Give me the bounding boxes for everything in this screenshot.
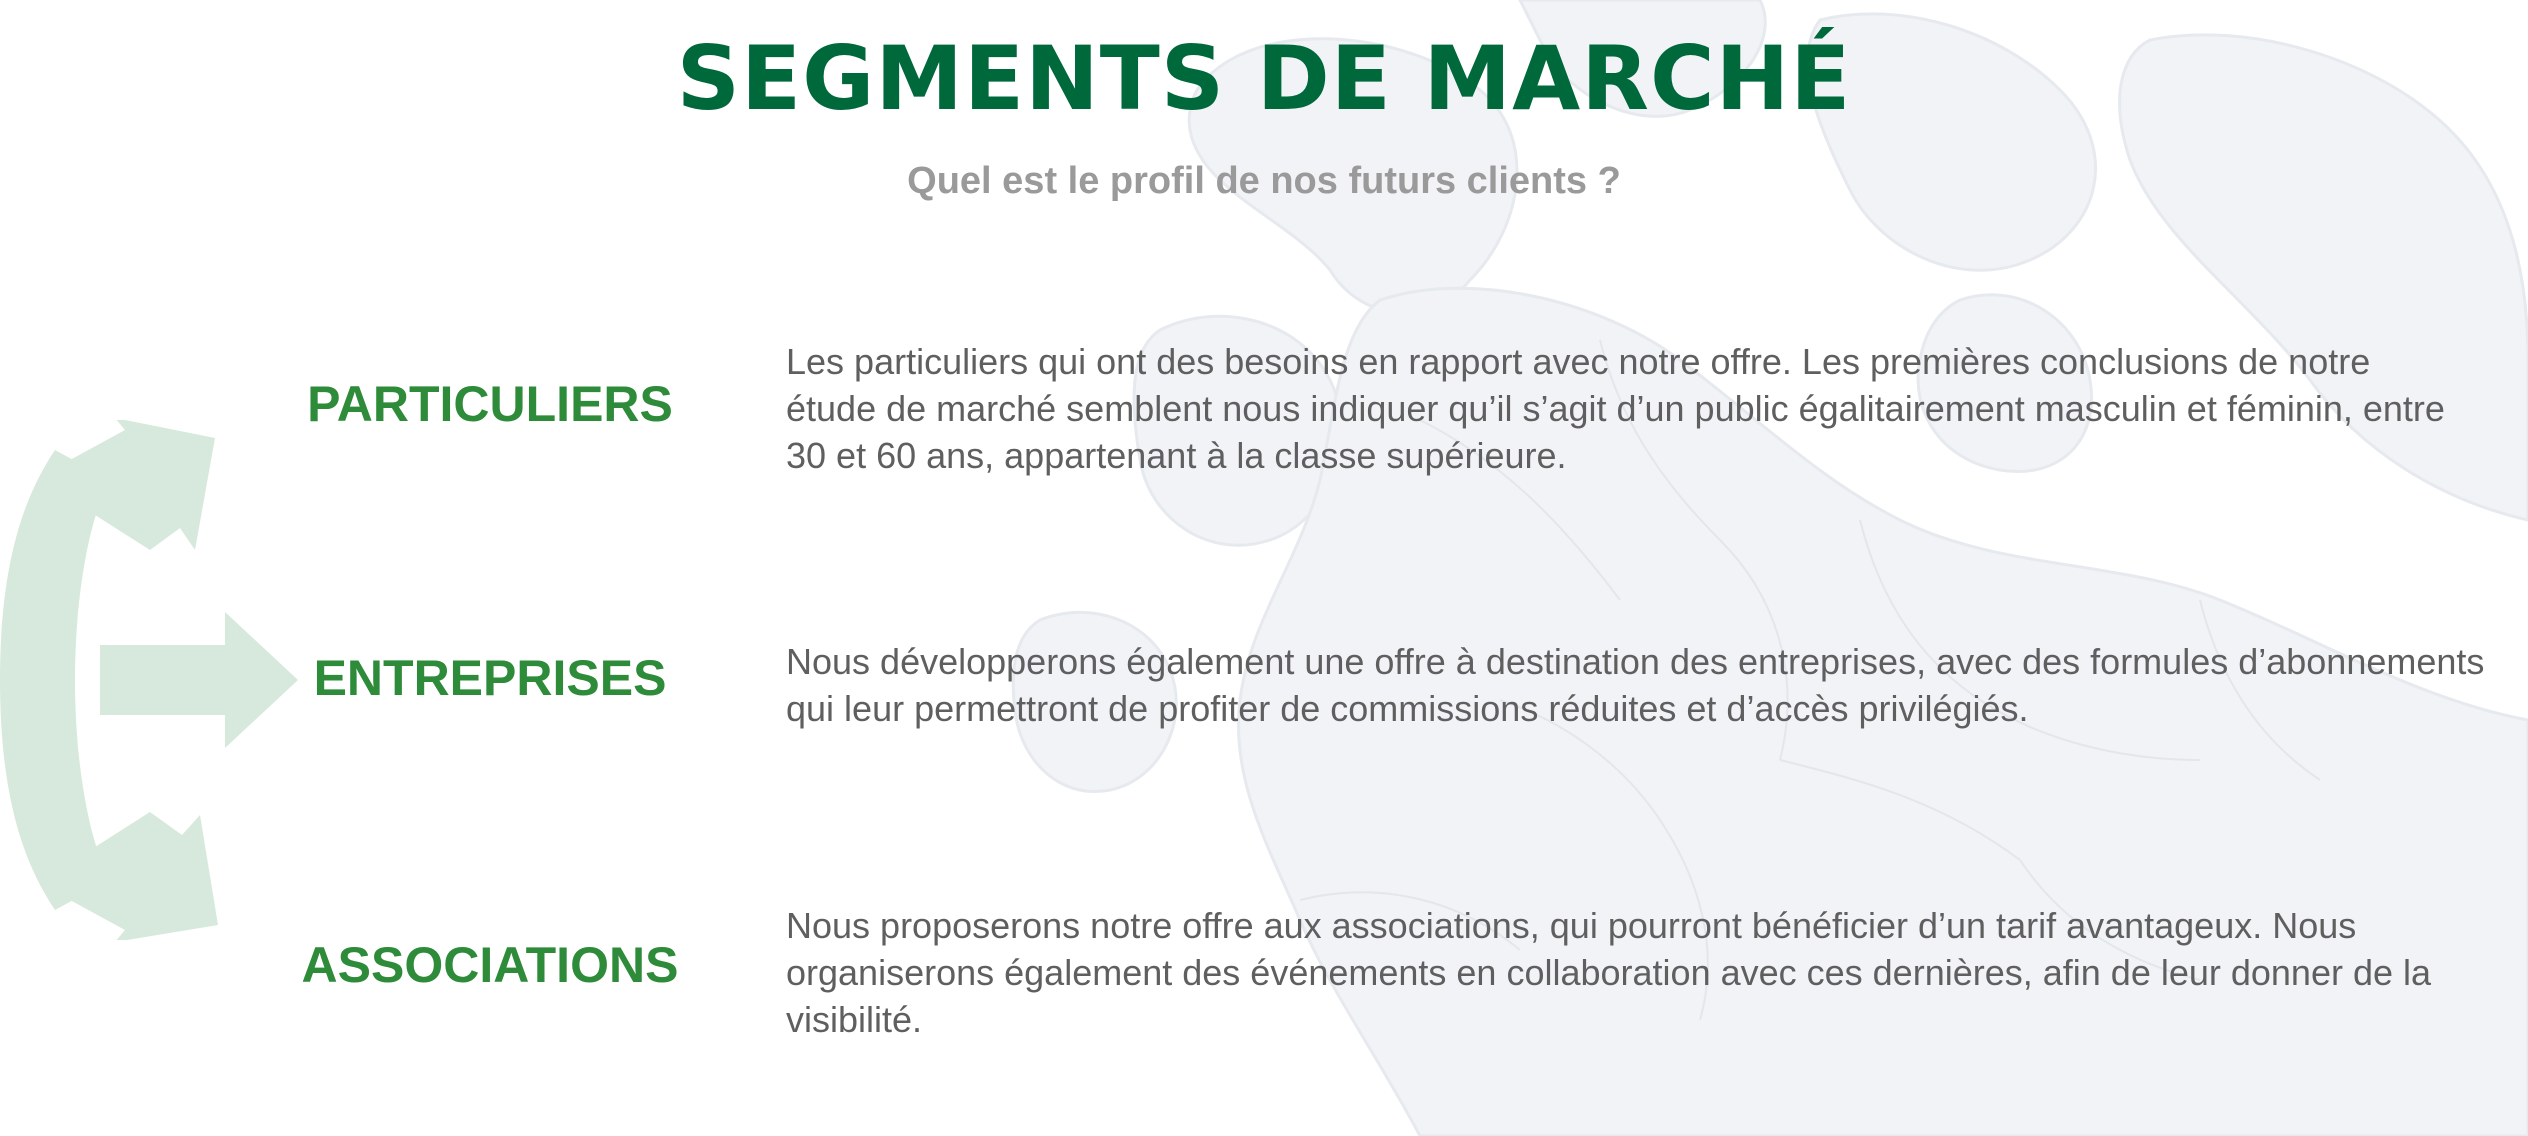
- segment-description-entreprises: Nous développerons également une offre à destination des entreprises, avec des formules d’abonnements qui leur permettront de profiter de commissions réduites et d’accès privilégiés.: [786, 641, 2485, 729]
- segment-description-associations: Nous proposerons notre offre aux associations, qui pourront bénéficier d’un tarif avantageux. Nous organiserons également des événements en collaboration avec ces dernières, afin de leur donner de la visibilité.: [786, 905, 2432, 1040]
- page-subtitle: Quel est le profil de nos futurs clients ?: [907, 160, 1621, 202]
- page-title: SEGMENTS DE MARCHÉ: [676, 27, 1852, 130]
- segment-description-particuliers: Les particuliers qui ont des besoins en rapport avec notre offre. Les premières conclusions de notre étude de marché semblent nous indiquer qu’il s’agit d’un public égalitairement masculin et féminin, entre 30 et 60 ans, appartenant à la classe supérieure.: [786, 341, 2445, 476]
- segment-label-associations: ASSOCIATIONS: [301, 937, 679, 993]
- segment-label-entreprises: ENTREPRISES: [313, 650, 667, 706]
- gear-arrows-icon: [0, 420, 320, 940]
- segment-label-particuliers: PARTICULIERS: [307, 376, 673, 432]
